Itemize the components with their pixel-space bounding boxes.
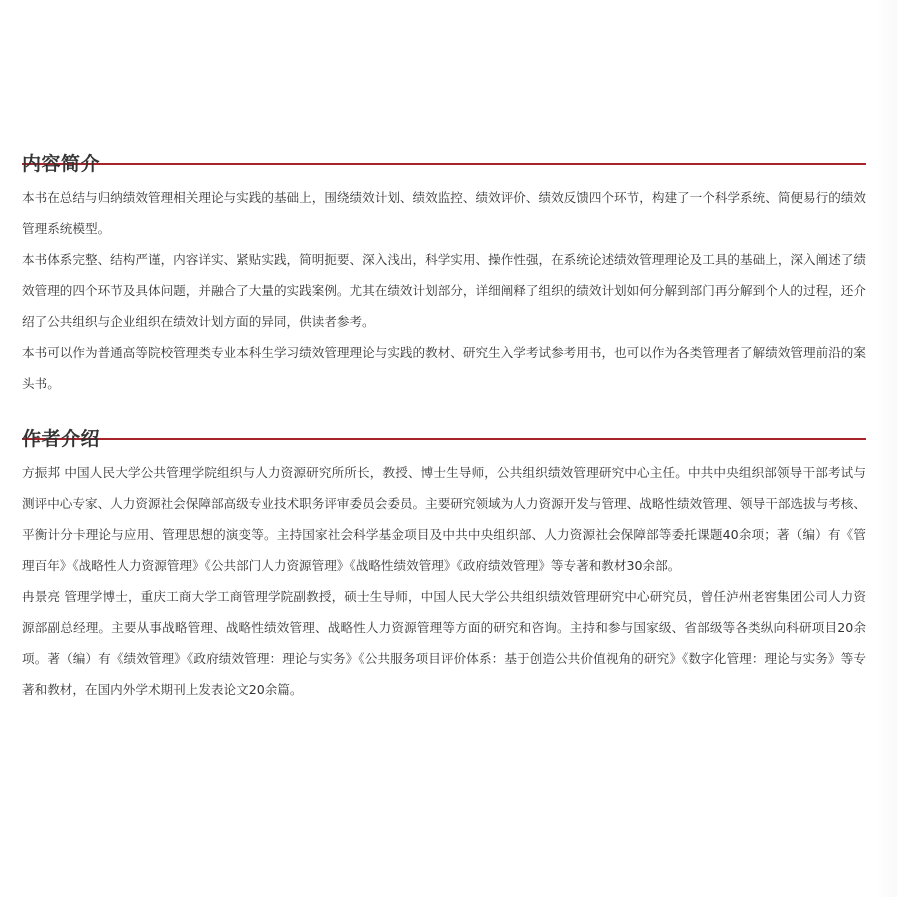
author-bio: 冉景亮 管理学博士，重庆工商大学工商管理学院副教授，硕士生导师，中国人民大学公共组织绩效管理研究中心研究员，曾任泸州老窖集团公司人力资源部副总经理。主要从事战略管理、战略性绩效管理、战略性人力资源管理等方面的研究和咨询。主持和参与国家级、省部级等各类纵向科研项目20余项。著（编）有《绩效管理》《政府绩效管理：理论与实务》《公共服务项目评价体系：基于创造公共价值视角的研究》《数字化管理：理论与实务》等专著和教材，在国内外学术期刊上发表论文20余篇。	[22, 589, 866, 697]
author-bio: 方振邦 中国人民大学公共管理学院组织与人力资源研究所所长，教授、博士生导师，公共组织绩效管理研究中心主任。中共中央组织部领导干部考试与测评中心专家、人力资源社会保障部高级专业技术职务评审委员会委员。主要研究领域为人力资源开发与管理、战略性绩效管理、领导干部选拔与考核、平衡计分卡理论与应用、管理思想的演变等。主持国家社会科学基金项目及中共中央组织部、人力资源社会保障部等委托课题40余项；著（编）有《管理百年》《战略性人力资源管理》《公共部门人力资源管理》《战略性绩效管理》《政府绩效管理》等专著和教材30余部。	[22, 465, 866, 573]
intro-paragraph: 本书在总结与归纳绩效管理相关理论与实践的基础上，围绕绩效计划、绩效监控、绩效评价、绩效反馈四个环节，构建了一个科学系统、简便易行的绩效管理系统模型。	[22, 190, 866, 236]
authors-title: 作者介绍	[22, 428, 101, 450]
authors-section	[22, 423, 866, 705]
authors-header	[22, 423, 866, 455]
intro-header	[22, 148, 866, 180]
intro-title: 内容简介	[22, 153, 101, 175]
book-info	[22, 148, 866, 729]
intro-paragraph: 本书可以作为普通高等院校管理类专业本科生学习绩效管理理论与实践的教材、研究生入学考试参考用书，也可以作为各类管理者了解绩效管理前沿的案头书。	[22, 345, 866, 391]
intro-section	[22, 148, 866, 399]
page-edge-shade	[875, 0, 897, 897]
authors-header-rule	[22, 438, 866, 440]
intro-paragraph: 本书体系完整、结构严谨，内容详实、紧贴实践，简明扼要、深入浅出，科学实用、操作性强，在系统论述绩效管理理论及工具的基础上，深入阐述了绩效管理的四个环节及具体问题，并融合了大量的实践案例。尤其在绩效计划部分，详细阐释了组织的绩效计划如何分解到部门再分解到个人的过程，还介绍了公共组织与企业组织在绩效计划方面的异同，供读者参考。	[22, 252, 866, 329]
intro-header-rule	[22, 163, 866, 165]
